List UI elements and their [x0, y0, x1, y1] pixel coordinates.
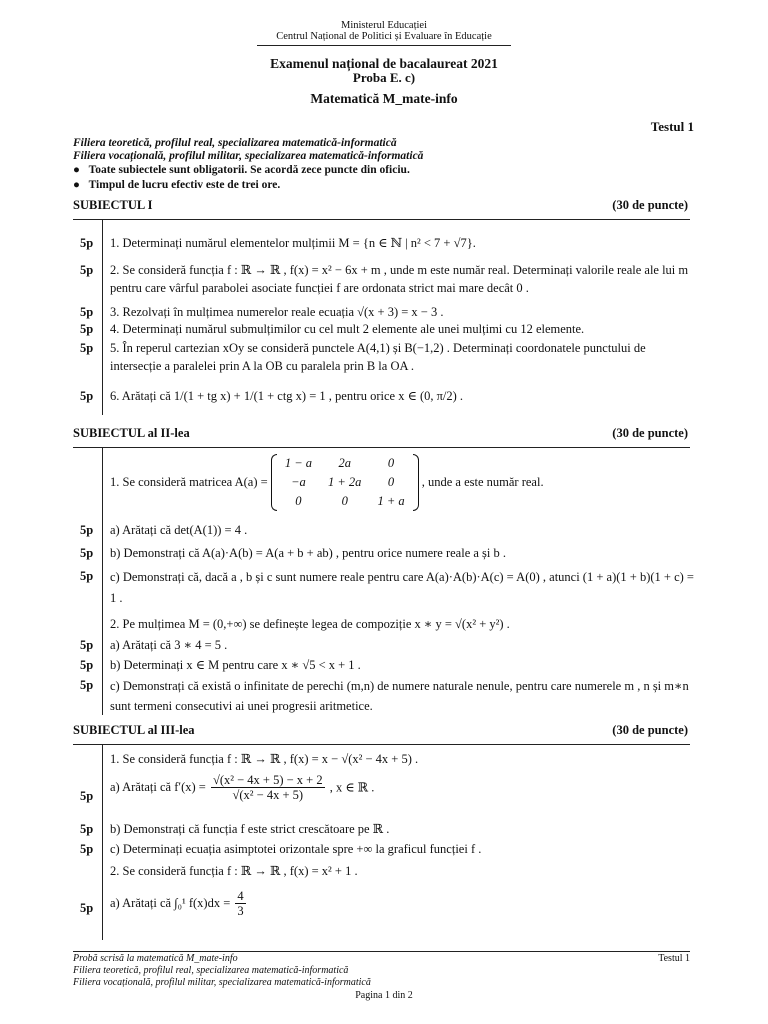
section-2-rule: [73, 447, 690, 448]
points-label: 5p: [80, 678, 94, 692]
s2-2a: a) Arătați că 3 ∗ 4 = 5 .: [110, 638, 228, 652]
footer-test: Testul 1: [658, 953, 690, 964]
subject-title: Matematică M_mate-info: [310, 91, 458, 106]
integral-result-fraction: $\frac{4}{3}$: [237, 889, 244, 918]
filiera-2: Filiera vocațională, profilul militar, specializarea matematică-informatică: [73, 150, 424, 162]
section-3-rule: [73, 744, 690, 745]
proba-title: Proba E. c): [352, 70, 416, 85]
s1-question-3: 3. Rezolvați în mulțimea numerelor reale ecuația √(x + 3) = x − 3 .: [110, 305, 444, 319]
s2-1b: b) Demonstrați că A(a)·A(b) = A(a + b + ab) , pentru orice numere reale a și b .: [110, 546, 506, 560]
points-label: 5p: [80, 822, 94, 836]
points-label: 5p: [80, 901, 94, 915]
footer-line-2: Filiera teoretică, profilul real, specializarea matematică-informatică: [73, 965, 349, 976]
s2-2b: b) Determinați x ∈ M pentru care x ∗ √5 < x + 1 .: [110, 658, 361, 672]
points-label: 5p: [80, 389, 94, 403]
points-label: 5p: [80, 341, 94, 355]
bullet-1: ● Toate subiectele sunt obligatorii. Se acordă zece puncte din oficiu.: [73, 164, 410, 176]
exam-title: Examenul național de bacalaureat 2021: [270, 56, 498, 71]
footer-line-1: Probă scrisă la matematică M_mate-info: [73, 953, 238, 964]
footer-line-3: Filiera vocațională, profilul militar, specializarea matematică-informatică: [73, 977, 371, 988]
filiera-1: Filiera teoretică, profilul real, specializarea matematică-informatică: [73, 137, 397, 149]
s1-question-1: 1. Determinați numărul elementelor mulțimii M = {n ∈ ℕ | n² < 7 + √7}.: [110, 236, 476, 250]
section-1-rule: [73, 219, 690, 220]
section-3-title: SUBIECTUL al III-lea: [73, 723, 195, 737]
points-label: 5p: [80, 638, 94, 652]
points-label: 5p: [80, 569, 94, 583]
test-label: Testul 1: [650, 119, 694, 134]
s2-problem-1: 1. Se consideră matricea A(a) = 1 − a 2a 0 −a 1 + 2a 0 0 0 1 + a , unde a este număr real.: [110, 454, 695, 511]
s1-question-4: 4. Determinați numărul submulțimilor cu cel mult 2 elemente ale unei mulțimi cu 12 elemente.: [110, 322, 585, 336]
s3-2a: a) Arătați că ∫₀¹ f(x)dx = $\frac{4}{3}$: [110, 889, 244, 918]
derivative-fraction: $\frac{\text{√(x² − 4x + 5) − x + 2}}{\text{√(x² − 4x + 5)}}$: [212, 773, 323, 802]
s1-question-2: 2. Se consideră funcția f : ℝ → ℝ , f(x) = x² − 6x + m , unde m este număr real. Determinați valorile reale ale lui m pentru care vârful parabolei asociate funcției f are ordonata strict mai mare decât 0 .: [110, 263, 689, 295]
s2-problem-2: 2. Pe mulțimea M = (0,+∞) se definește legea de compoziție x ∗ y = √(x² + y²) .: [110, 617, 510, 631]
points-label: 5p: [80, 263, 94, 277]
points-label: 5p: [80, 658, 94, 672]
ministry-line: Ministerul Educației: [340, 20, 428, 31]
points-label: 5p: [80, 523, 94, 537]
section-1-points: (30 de puncte): [612, 198, 688, 212]
points-label: 5p: [80, 236, 94, 250]
points-label: 5p: [80, 842, 94, 856]
section-3-points: (30 de puncte): [612, 723, 688, 737]
s1-question-6: 6. Arătați că 1/(1 + tg x) + 1/(1 + ctg x) = 1 , pentru orice x ∈ (0, π/2) .: [110, 389, 464, 403]
s1-question-5: 5. În reperul cartezian xOy se consideră punctele A(4,1) și B(−1,2) . Determinați coordonatele punctului de intersecție a paralelei prin A la OB cu paralela prin B la OA .: [110, 341, 646, 373]
s2-1a: a) Arătați că det(A(1)) = 4 .: [110, 523, 248, 537]
bullet-dot-icon: ●: [73, 164, 80, 176]
s2-1c: c) Demonstrați că, dacă a , b și c sunt numere reale pentru care A(a)·A(b)·A(c) = A(0) , atunci (1 + a)(1 + b)(1 + c) = 1 .: [110, 570, 694, 605]
section-3-margin-line: [102, 744, 103, 940]
points-label: 5p: [80, 546, 94, 560]
s3-problem-2: 2. Se consideră funcția f : ℝ → ℝ , f(x) = x² + 1 .: [110, 864, 358, 878]
bullet-2: ● Timpul de lucru efectiv este de trei ore.: [73, 179, 281, 191]
section-1-title: SUBIECTUL I: [73, 198, 153, 212]
page-number: Pagina 1 din 2: [355, 990, 413, 1001]
section-2-margin-line: [102, 447, 103, 715]
s3-1b: b) Demonstrați că funcția f este strict crescătoare pe ℝ .: [110, 822, 390, 836]
bullet-dot-icon: ●: [73, 179, 80, 191]
s3-1a: a) Arătați că f′(x) = $\frac{\text{√(x² − 4x + 5) − x + 2}}{\text{√(x² − 4x + 5)}}$ , x ∈ ℝ .: [110, 773, 375, 802]
center-line: Centrul Național de Politici și Evaluare în Educație: [276, 31, 492, 42]
points-label: 5p: [80, 789, 94, 803]
s3-problem-1: 1. Se consideră funcția f : ℝ → ℝ , f(x) = x − √(x² − 4x + 5) .: [110, 752, 419, 766]
s3-1c: c) Determinați ecuația asimptotei orizontale spre +∞ la graficul funcției f .: [110, 842, 482, 856]
points-label: 5p: [80, 322, 94, 336]
s2-2c: c) Demonstrați că există o infinitate de perechi (m,n) de numere naturale nenule, pentru care numerele m , n și m∗n sunt termeni consecutivi ai unei progresii aritmetice.: [110, 679, 689, 713]
header-divider: [257, 45, 511, 46]
section-2-points: (30 de puncte): [612, 426, 688, 440]
matrix-A: 1 − a 2a 0 −a 1 + 2a 0 0 0 1 + a: [271, 454, 419, 511]
points-label: 5p: [80, 305, 94, 319]
section-2-title: SUBIECTUL al II-lea: [73, 426, 190, 440]
footer-rule: [73, 951, 690, 952]
section-1-margin-line: [102, 219, 103, 415]
